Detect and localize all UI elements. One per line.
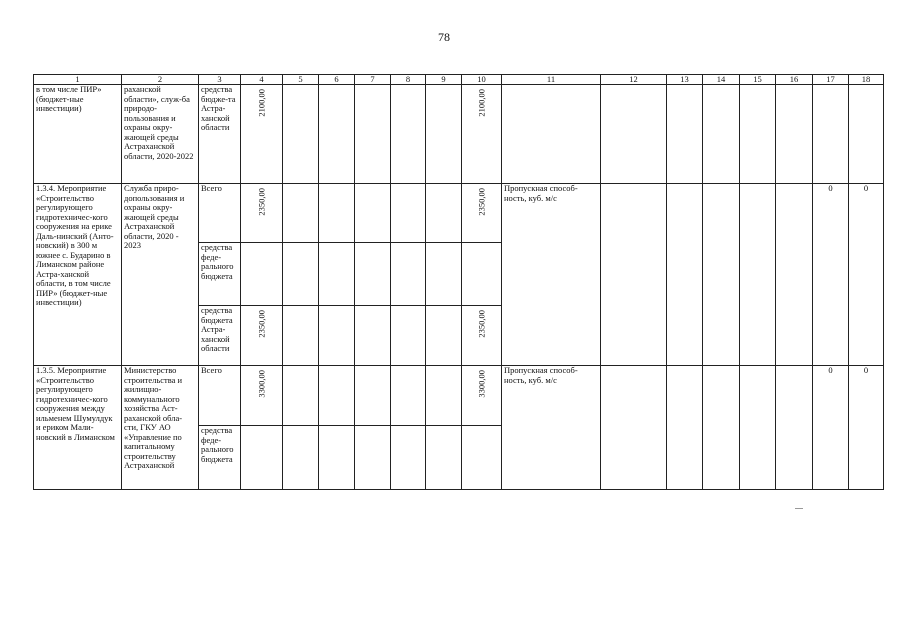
table-row — [34, 85, 884, 184]
funding-source: средства бюдже-та Астра-ханской области — [199, 85, 241, 184]
table-row — [34, 184, 884, 243]
page-mark — [795, 508, 803, 509]
funding-source: средства феде-рального бюджета — [199, 426, 241, 490]
funding-source: средства бюджета Астра-ханской области — [199, 306, 241, 366]
header-cell: 11 — [502, 75, 601, 85]
value-cell: 0 — [813, 366, 849, 490]
amount-cell: 3300,00 — [462, 366, 502, 426]
header-cell: 6 — [319, 75, 355, 85]
executor-cell: Служба приро-допользования и охраны окру-жающей среды Астраханской области, 2020 - 2023 — [122, 184, 199, 366]
funding-source: Всего — [199, 366, 241, 426]
header-cell: 1 — [34, 75, 122, 85]
header-cell: 4 — [241, 75, 283, 85]
page-number: 78 — [438, 30, 450, 44]
header-cell: 3 — [199, 75, 241, 85]
executor-cell: Министерство строительства и жилищно-коммунального хозяйства Аст-раханской обла-сти, ГКУ АО «Управление по капитальному строительству Астраханской — [122, 366, 199, 490]
measure-name: 1.3.4. Мероприятие «Строительство регулирующего гидротехничес-кого сооружения на ерике Даль-нинский (Анто-новский) в 300 м южнее с. Бударино в Лиманском районе Астра-ханской области, в том числе ПИР» (бюджет-ные инвестиции) — [34, 184, 122, 366]
amount-cell: 3300,00 — [241, 366, 283, 426]
measure-name: в том числе ПИР» (бюджет-ные инвестиции) — [34, 85, 122, 184]
amount-cell: 2100,00 — [241, 85, 283, 184]
amount-cell: 2100,00 — [462, 85, 502, 184]
header-row — [34, 75, 884, 85]
budget-table — [33, 74, 884, 490]
header-cell: 5 — [283, 75, 319, 85]
header-cell: 12 — [601, 75, 667, 85]
value-cell: 0 — [813, 184, 849, 366]
header-cell: 15 — [740, 75, 776, 85]
header-cell: 9 — [426, 75, 462, 85]
header-cell: 7 — [355, 75, 391, 85]
value-cell: 0 — [849, 184, 884, 366]
header-cell: 8 — [391, 75, 426, 85]
indicator-cell: Пропускная способ-ность, куб. м/с — [502, 184, 601, 366]
header-cell: 17 — [813, 75, 849, 85]
header-cell: 14 — [703, 75, 740, 85]
value-cell: 0 — [849, 366, 884, 490]
executor-cell: раханской области», служ-ба природо-пользования и охраны окру-жающей среды Астраханской области, 2020-2022 — [122, 85, 199, 184]
amount-cell: 2350,00 — [241, 306, 283, 366]
amount-cell: 2350,00 — [462, 306, 502, 366]
indicator-cell: Пропускная способ-ность, куб. м/с — [502, 366, 601, 490]
funding-source: средства феде-рального бюджета — [199, 243, 241, 306]
amount-cell: 2350,00 — [241, 184, 283, 243]
measure-name: 1.3.5. Мероприятие «Строительство регулирующего гидротехничес-кого сооружения между ильменем Шумулдук и ериком Мали-новский в Лиманском — [34, 366, 122, 490]
header-cell: 13 — [667, 75, 703, 85]
header-cell: 18 — [849, 75, 884, 85]
header-cell: 2 — [122, 75, 199, 85]
header-cell: 10 — [462, 75, 502, 85]
header-cell: 16 — [776, 75, 813, 85]
amount-cell: 2350,00 — [462, 184, 502, 243]
table-row — [34, 366, 884, 426]
funding-source: Всего — [199, 184, 241, 243]
